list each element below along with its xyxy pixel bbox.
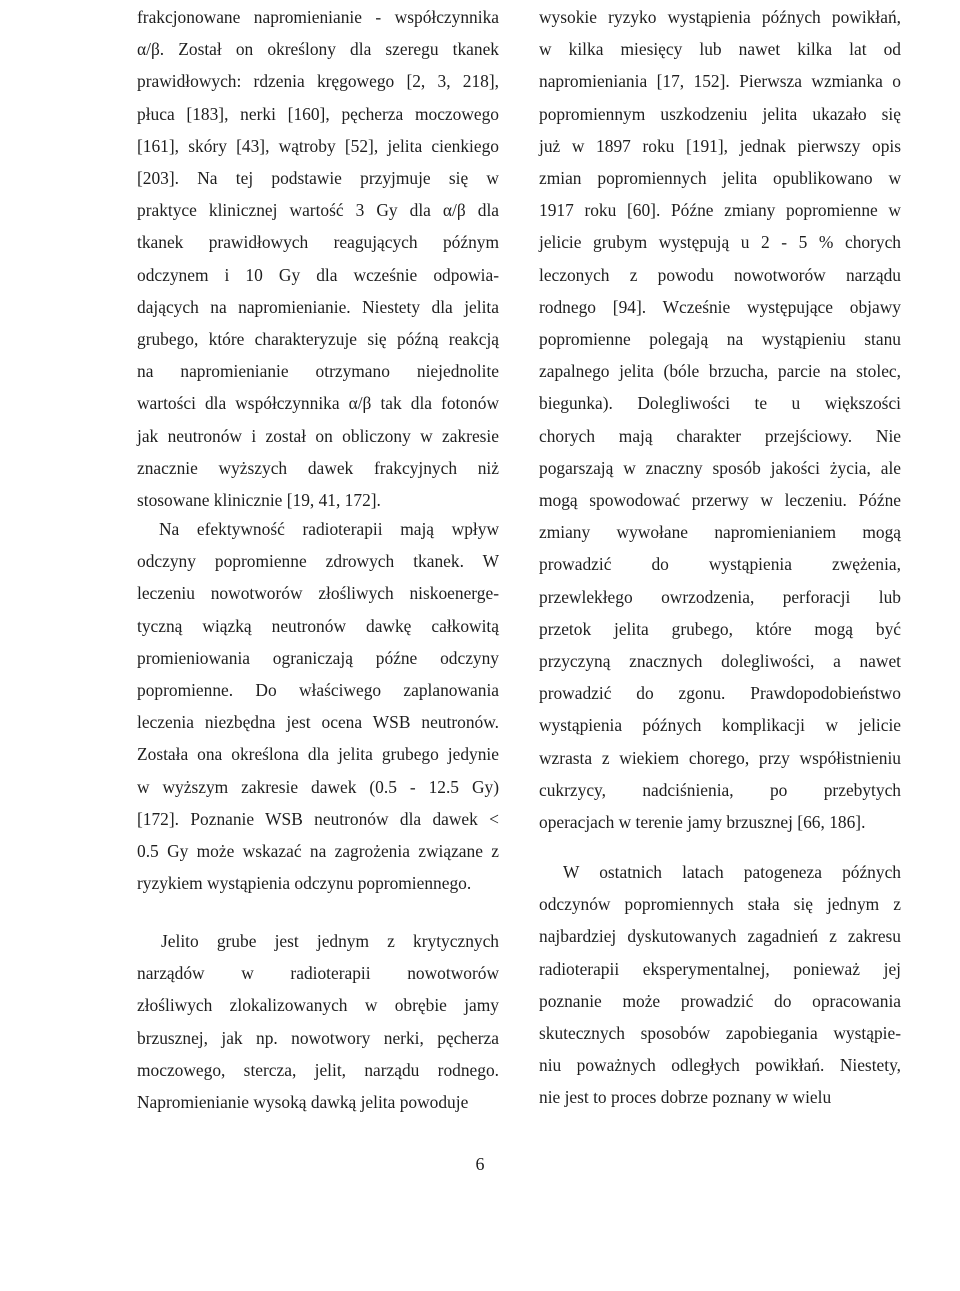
text-line: najbardziej dyskutowanych zagadnień z zakresu [539,926,901,947]
text-line: moczowego, stercza, jelit, narządu rodnego. [137,1059,499,1080]
text-line: nie jest to proces dobrze poznany w wielu [539,1087,832,1108]
text-line: w kilka miesięcy lub nawet kilka lat od [539,39,901,60]
text-line: złośliwych zlokalizowanych w obrębie jamy [137,995,499,1016]
text-line: popromienne. Do właściwego zaplanowania [137,680,499,700]
text-line: zmian popromiennych jelita opublikowano w [539,168,901,188]
text-line: przyczyną znacznych dolegliwości, a nawet [539,651,901,671]
text-line: jak neutronów i został on obliczony w zakresie [137,425,499,446]
text-line: wartości dla współczynnika α/β tak dla fotonów [137,393,499,414]
text-line: radioterapii eksperymentalnej, ponieważ jej [539,958,901,979]
text-line: wzrasta z wiekiem chorego, przy współistnieniu [539,747,901,768]
text-line: już w 1897 roku [191], jednak pierwszy opis [539,135,901,156]
text-line: Na efektywność radioterapii mają wpływ [159,519,499,539]
text-line: α/β. Został on określony dla szeregu tkanek [137,39,499,60]
text-line: brzusznej, jak np. nowotwory nerki, pęcherza [137,1027,499,1048]
text-line: wystąpienia późnych komplikacji w jelicie [539,715,901,736]
text-line: praktyce klinicznej wartość 3 Gy dla α/β dla [137,200,499,221]
text-line: wysokie ryzyko wystąpienia późnych powikłań, [539,7,901,27]
text-line: operacjach w terenie jamy brzusznej [66, 186]. [539,812,866,832]
text-line: cukrzycy, nadciśnienia, po przebytych [539,779,901,800]
text-line: przewlekłego owrzodzenia, perforacji lub [539,586,901,607]
text-line: popromienne polegają na wystąpieniu stanu [539,329,901,349]
text-line: płuca [183], nerki [160], pęcherza moczowego [137,103,499,124]
text-line: [172]. Poznanie WSB neutronów dla dawek < [137,808,499,829]
text-line: narządów w radioterapii nowotworów [137,963,499,984]
text-line: odczynem i 10 Gy dla wcześnie odpowia- [137,264,499,285]
text-line: leczonych z powodu nowotworów narządu [539,264,901,285]
text-line: prawidłowych: rdzenia kręgowego [2, 3, 218], [137,71,499,92]
text-line: Została ona określona dla jelita grubego jedynie [137,744,499,765]
text-line: prowadzić do zgonu. Prawdopodobieństwo [539,683,901,704]
text-line: pogarszają w znaczny sposób jakości życia, ale [539,457,901,478]
text-line: [161], skóry [43], wątroby [52], jelita cienkiego [137,135,499,156]
text-line: przetok jelita grubego, które mogą być [539,618,901,639]
text-line: popromiennym uszkodzeniu jelita ukazało się [539,103,901,124]
text-line: 1917 roku [60]. Późne zmiany popromienne w [539,200,901,221]
text-line: promieniowania ograniczają późne odczyny [137,647,499,668]
text-line: tyczną wiązką neutronów dawkę całkowitą [137,615,499,636]
text-line: Napromienianie wysoką dawką jelita powoduje [137,1092,469,1112]
text-line: w wyższym zakresie dawek (0.5 - 12.5 Gy) [137,776,499,797]
text-line: grubego, które charakteryzuje się późną reakcją [137,329,499,349]
text-line: [203]. Na tej podstawie przyjmuje się w [137,168,499,188]
text-line: tkanek prawidłowych reagujących późnym [137,232,499,253]
text-line: na napromienianie otrzymano niejednolite [137,361,499,382]
page-number: 6 [475,1154,485,1174]
text-line: chorych mają charakter przejściowy. Nie [539,425,901,446]
text-line: W ostatnich latach patogeneza późnych [563,862,901,882]
text-line: prowadzić do wystąpienia zwężenia, [539,554,901,575]
text-line: zmiany wywołane napromienianiem mogą [539,522,901,543]
text-line: 0.5 Gy może wskazać na zagrożenia związane z [137,841,499,861]
text-line: odczynów popromiennych stała się jednym z [539,894,901,915]
text-line: rodnego [94]. Wcześnie występujące objawy [539,296,901,317]
text-line: leczenia niezbędna jest ocena WSB neutronów. [137,712,499,733]
text-line: dających na napromienianie. Niestety dla jelita [137,296,499,317]
text-line: poznanie może prowadzić do opracowania [539,990,901,1011]
text-line: zapalnego jelita (bóle brzucha, parcie na stolec, [539,361,901,382]
text-line: ryzykiem wystąpienia odczynu popromiennego. [137,873,472,894]
text-line: niu poważnych odległych powikłań. Niestety, [539,1055,901,1076]
text-line: odczyny popromienne zdrowych tkanek. W [137,551,499,572]
text-line: napromieniania [17, 152]. Pierwsza wzmianka o [539,71,901,92]
text-line: skutecznych sposobów zapobiegania wystąpie- [539,1023,901,1043]
text-line: frakcjonowane napromienianie - współczynnika [137,7,499,27]
text-line: jelicie grubym występują u 2 - 5 % chorych [539,232,901,253]
text-line: znacznie wyższych dawek frakcyjnych niż [137,457,499,478]
text-line: Jelito grube jest jednym z krytycznych [161,931,499,951]
text-line: biegunka). Dolegliwości te u większości [539,393,901,414]
text-line: leczeniu nowotworów złośliwych niskoenerge- [137,583,499,604]
text-line: mogą spowodować przerwy w leczeniu. Późne [539,490,901,510]
text-line: stosowane klinicznie [19, 41, 172]. [137,490,381,510]
